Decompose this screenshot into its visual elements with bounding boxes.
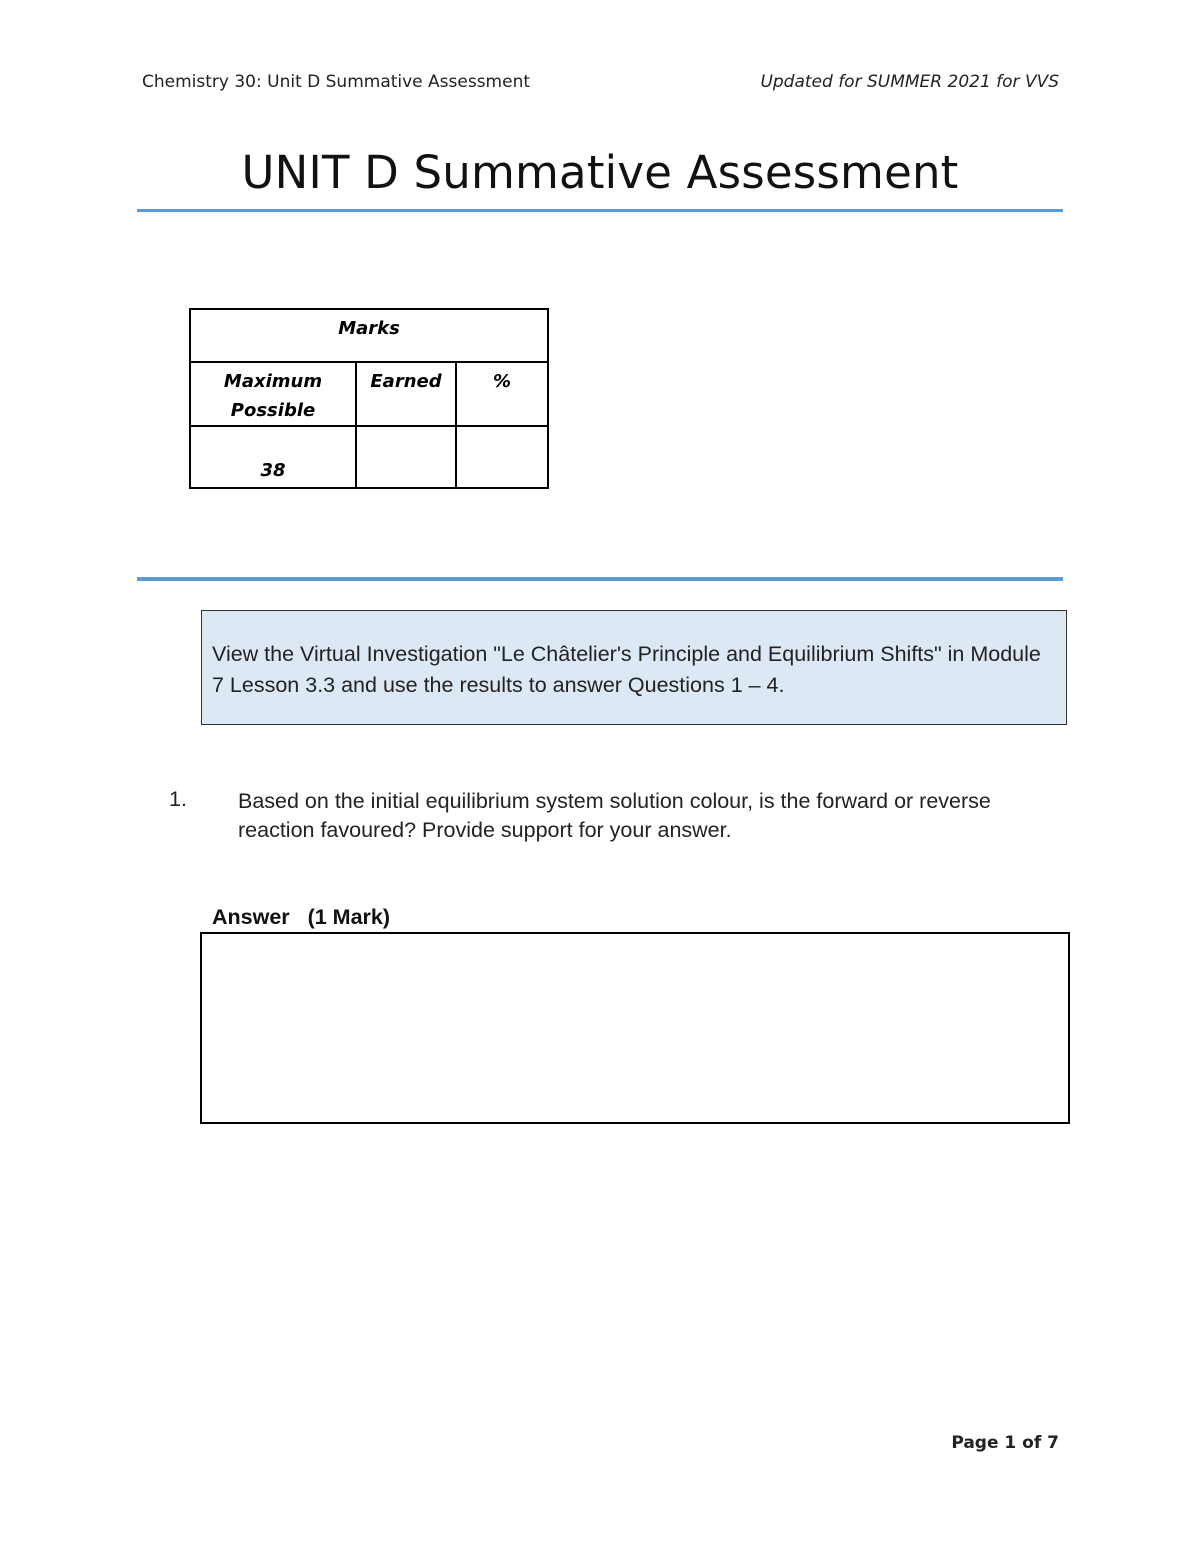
marks-table-values-row <box>190 426 548 488</box>
marks-table <box>189 308 549 489</box>
marks-table-heading-row <box>190 309 548 362</box>
earned-value[interactable] <box>356 426 456 488</box>
marks-table-columns-row <box>190 362 548 426</box>
question-number: 1. <box>169 787 187 811</box>
instructions-text: View the Virtual Investigation "Le Châtelier's Principle and Equilibrium Shifts" in Module 7 Lesson 3.3 and use the results to answer Questions 1 – 4. <box>212 642 1041 697</box>
instructions-box <box>201 610 1067 725</box>
answer-box[interactable] <box>200 932 1070 1124</box>
col-percent: % <box>456 362 548 426</box>
page-number: Page 1 of 7 <box>951 1433 1059 1453</box>
col-earned: Earned <box>356 362 456 426</box>
question-text: Based on the initial equilibrium system solution colour, is the forward or reverse reaction favoured? Provide support for your answer. <box>238 789 991 842</box>
section-divider <box>137 577 1063 581</box>
maximum-possible-value: 38 <box>190 426 356 488</box>
page-title: UNIT D Summative Assessment <box>241 146 959 199</box>
answer-label: Answer (1 Mark) <box>212 905 391 929</box>
percent-value[interactable] <box>456 426 548 488</box>
title-divider <box>137 209 1063 212</box>
header-update-note: Updated for SUMMER 2021 for VVS <box>760 72 1059 92</box>
marks-heading: Marks <box>190 309 548 362</box>
col-maximum-possible: Maximum Possible <box>190 362 356 426</box>
header-document-title: Chemistry 30: Unit D Summative Assessment <box>142 72 531 92</box>
